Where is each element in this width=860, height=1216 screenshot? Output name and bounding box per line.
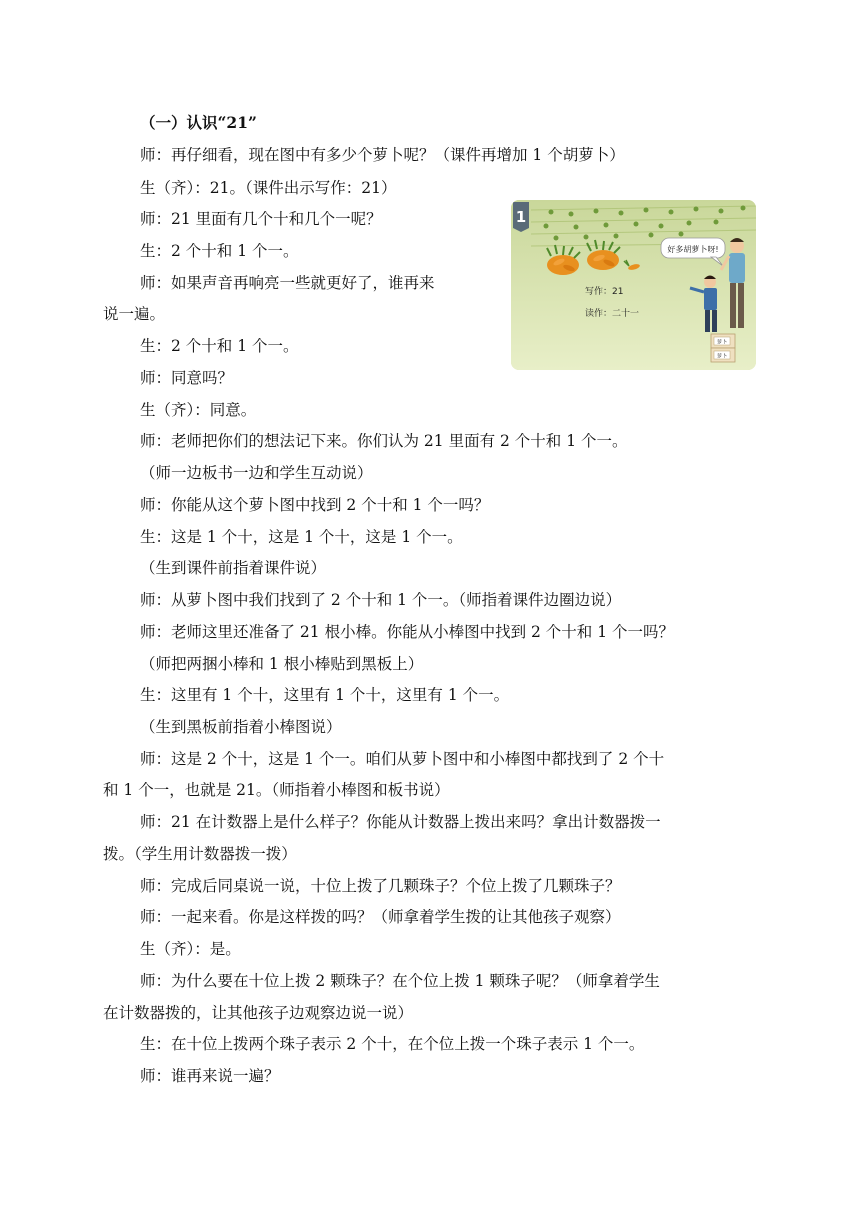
svg-text:萝卜: 萝卜	[716, 353, 728, 360]
dialogue-line: （生到黑板前指着小棒图说）	[140, 718, 342, 736]
svg-text:好多胡萝卜呀!: 好多胡萝卜呀!	[667, 245, 719, 254]
dialogue-line: 师：老师把你们的想法记下来。你们认为 21 里面有 2 个十和 1 个一。	[140, 432, 628, 450]
dialogue-line: 师：一起来看。你是这样拨的吗？（师拿着学生拨的让其他孩子观察）	[140, 908, 621, 926]
dialogue-line: 师：为什么要在十位上拨 2 颗珠子？在个位上拨 1 颗珠子呢？（师拿着学生	[140, 972, 660, 990]
carrot-boxes	[711, 334, 735, 362]
read-label: 读作：二十一	[585, 309, 640, 319]
dialogue-line: 师：再仔细看，现在图中有多少个萝卜呢？（课件再增加 1 个胡萝卜）	[140, 146, 625, 164]
dialogue-line: （师把两捆小棒和 1 根小棒贴到黑板上）	[140, 655, 424, 673]
dialogue-line: 师：同意吗？	[140, 369, 234, 387]
dialogue-line: （师一边板书一边和学生互动说）	[140, 464, 373, 482]
dialogue-line: 生：这里有 1 个十，这里有 1 个十，这里有 1 个一。	[140, 686, 510, 704]
example-number-badge	[513, 202, 529, 232]
dialogue-line: 说一遍。	[103, 305, 166, 323]
dialogue-line: 师：如果声音再响亮一些就更好了，谁再来	[140, 274, 435, 292]
dialogue-line: 师：你能从这个萝卜图中找到 2 个十和 1 个一吗？	[140, 496, 490, 514]
carrot-field-illustration	[511, 200, 756, 370]
dialogue-line: 师：谁再来说一遍？	[140, 1067, 280, 1085]
dialogue-line: 生：在十位上拨两个珠子表示 2 个十，在个位上拨一个珠子表示 1 个一。	[140, 1035, 645, 1053]
dialogue-line: 师：这是 2 个十，这是 1 个一。咱们从萝卜图中和小棒图中都找到了 2 个十	[140, 750, 665, 768]
dialogue-line: （生到课件前指着课件说）	[140, 559, 327, 577]
dialogue-line: 生：2 个十和 1 个一。	[140, 242, 299, 260]
svg-text:萝卜: 萝卜	[716, 339, 728, 346]
write-label: 写作：21	[585, 287, 624, 297]
dialogue-line: 生（齐）：是。	[140, 940, 241, 958]
dialogue-line: 师：完成后同桌说一说，十位上拨了几颗珠子？个位上拨了几颗珠子？	[140, 877, 621, 895]
dialogue-line: 师：21 在计数器上是什么样子？你能从计数器上拨出来吗？拿出计数器拨一	[140, 813, 661, 831]
dialogue-line: 生：2 个十和 1 个一。	[140, 337, 299, 355]
dialogue-line: 师：老师这里还准备了 21 根小棒。你能从小棒图中找到 2 个十和 1 个一吗？	[140, 623, 675, 641]
section-title: （一）认识“21”	[140, 113, 257, 132]
dialogue-line: 和 1 个一，也就是 21。（师指着小棒图和板书说）	[103, 781, 450, 799]
dialogue-line: 生（齐）：同意。	[140, 401, 257, 419]
svg-text:1: 1	[515, 208, 527, 226]
dialogue-line: 在计数器拨的，让其他孩子边观察边说一说）	[103, 1004, 414, 1022]
dialogue-line: 拨。（学生用计数器拨一拨）	[103, 845, 297, 863]
dialogue-line: 师：从萝卜图中我们找到了 2 个十和 1 个一。（师指着课件边圈边说）	[140, 591, 622, 609]
dialogue-line: 生：这是 1 个十，这是 1 个十，这是 1 个一。	[140, 528, 463, 546]
dialogue-line: 生（齐）：21。（课件出示写作：21）	[140, 179, 397, 197]
dialogue-line: 师：21 里面有几个十和几个一呢？	[140, 210, 382, 228]
